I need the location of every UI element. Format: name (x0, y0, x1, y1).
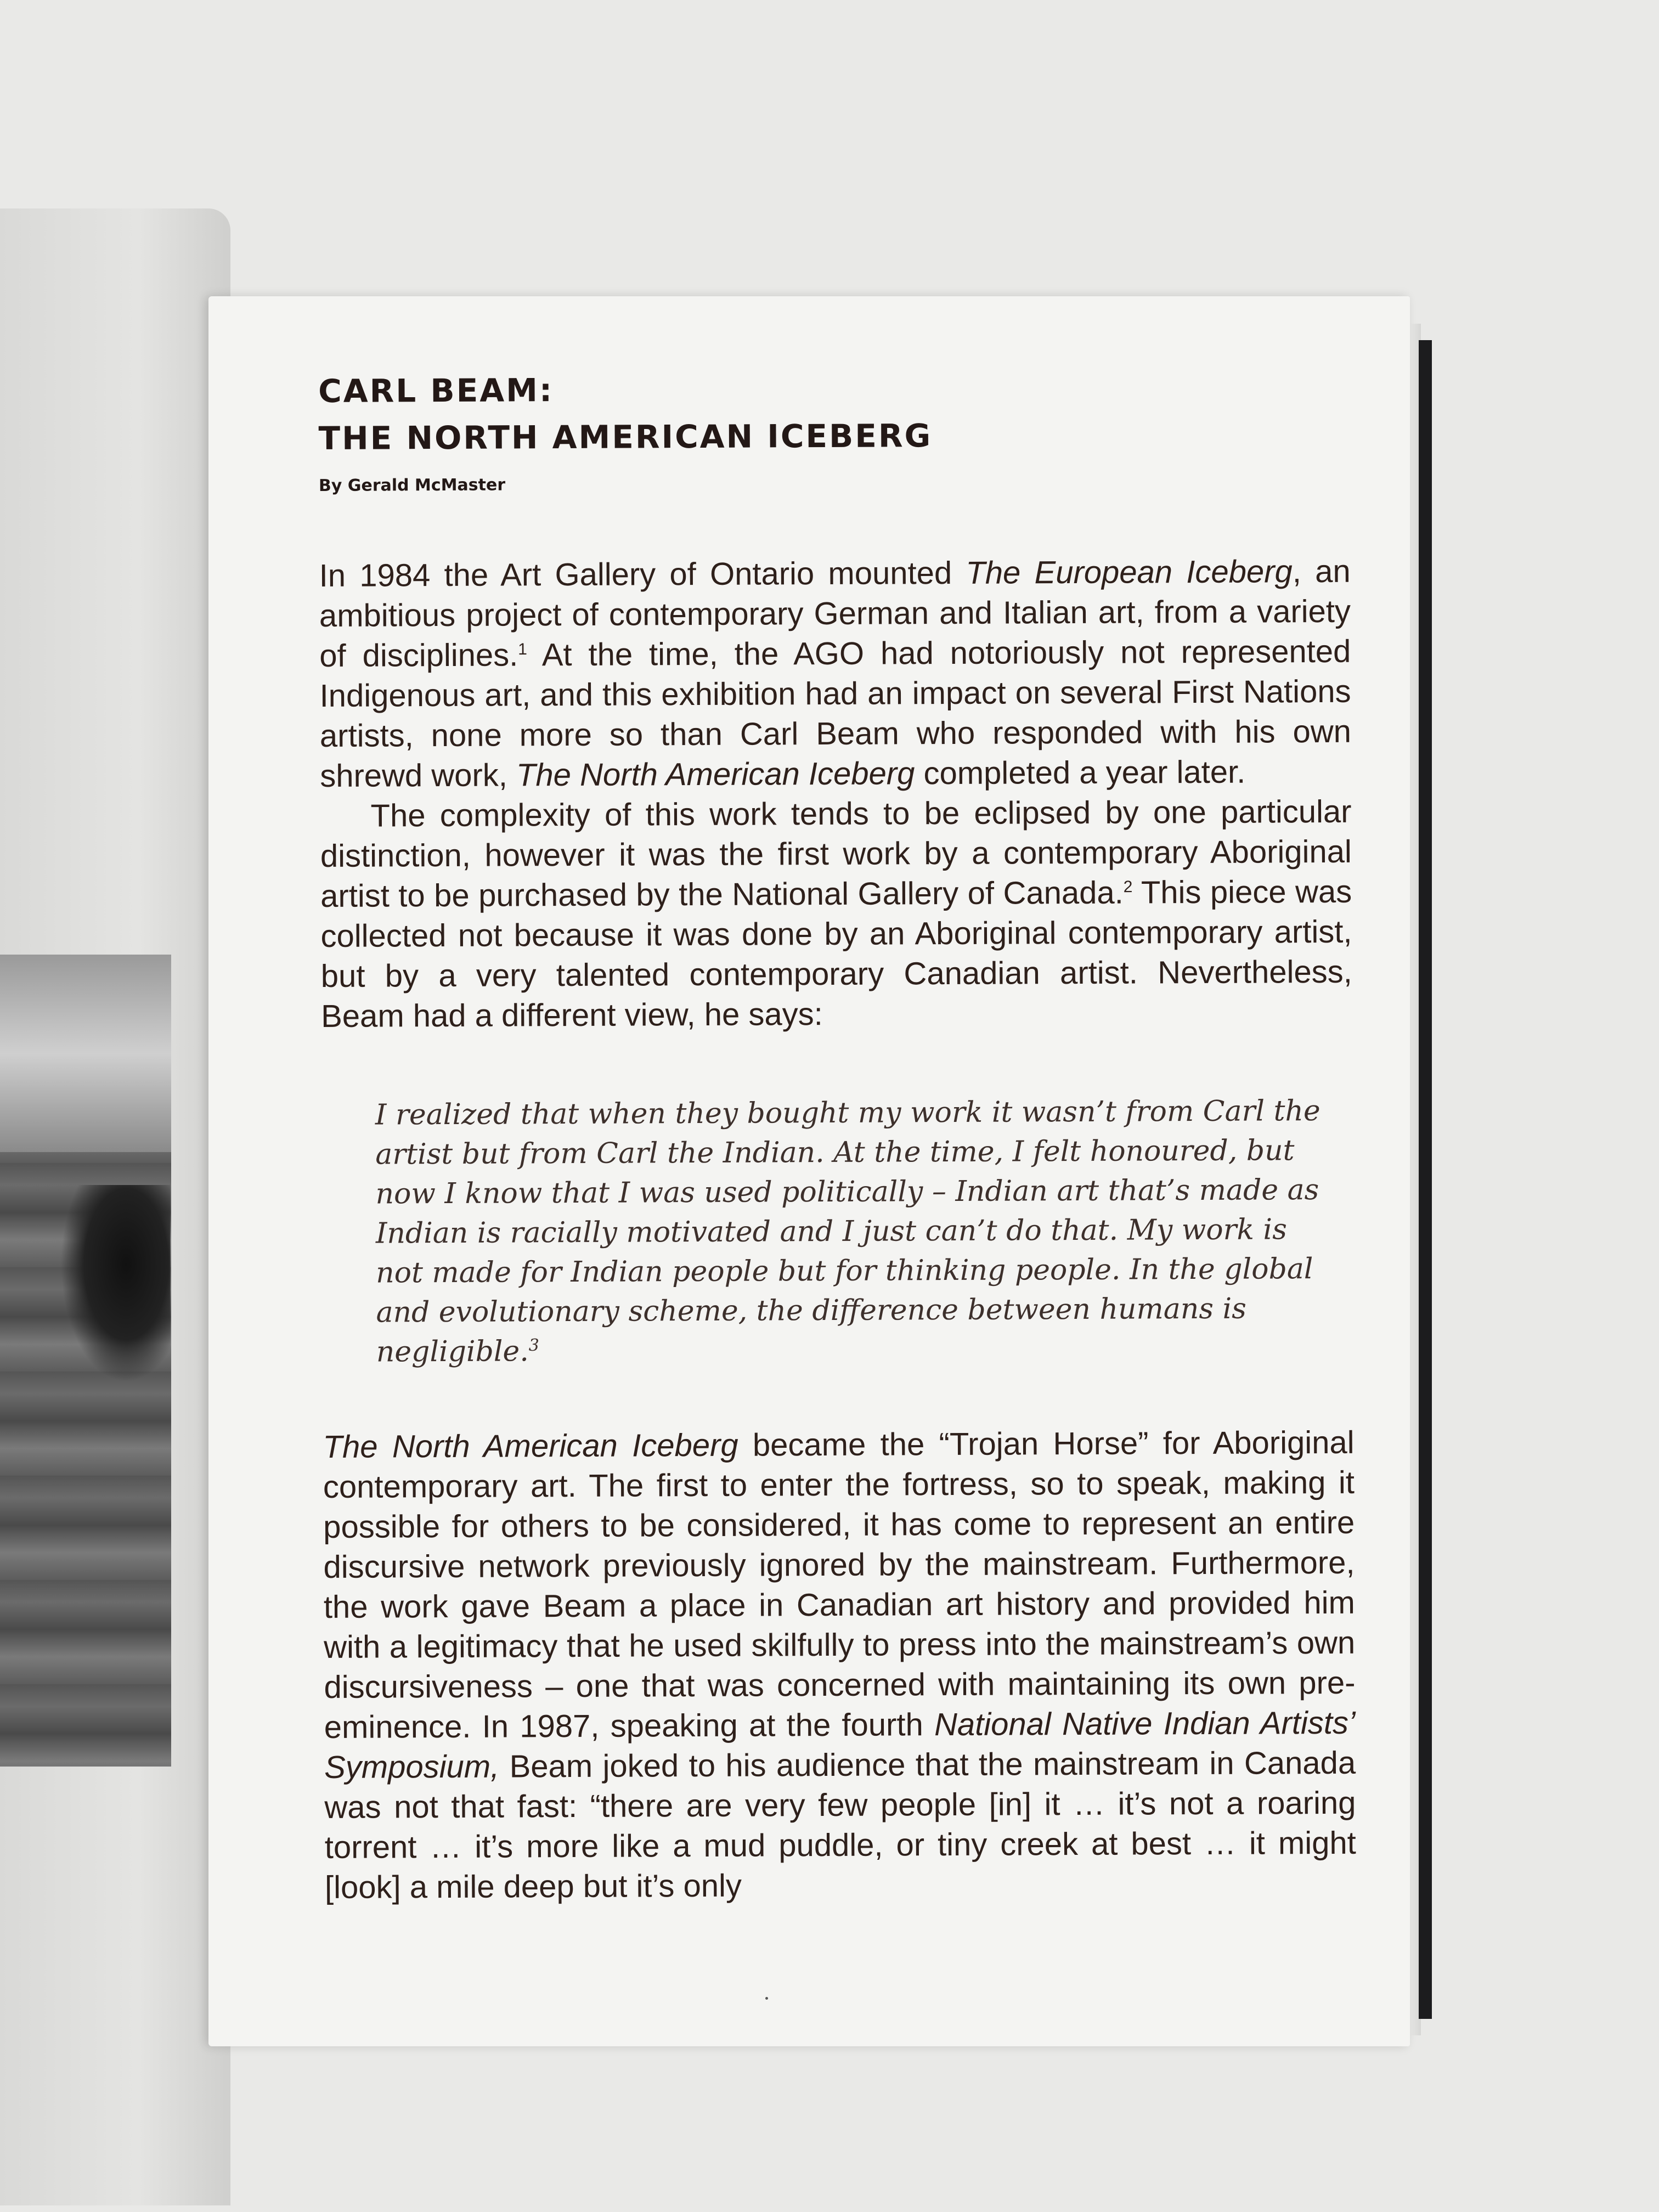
p3-text-b: Beam joked to his audience that the mainstream in Canada was not that fast: “there are very few people [in] it … it’s not a roaring torrent … it’s more like a mud puddle, or tiny creek at best … it might [look] a mile deep but it’s only (324, 1745, 1356, 1905)
paragraph-1 (319, 551, 1351, 796)
artwork-photo-fragment (0, 955, 171, 1767)
title-line-2: THE NORTH AMERICAN ICEBERG (318, 417, 933, 457)
p3-italic-symposium: National Native Indian Artists’ Symposium, (324, 1705, 1356, 1785)
p2-text-a: The complexity of this work tends to be eclipsed by one particular distinction, however it was the first work by a contemporary Aboriginal artist to be purchased by the National Gallery of Canada. (320, 793, 1352, 914)
crow-figure (60, 1185, 170, 1383)
quote-text: I realized that when they bought my work it wasn’t from Carl the artist but from Carl the Indian. At the time, I felt honoured, but now I know that I was used politically – Indian art that’s made as Indian is racially motivated and I just can’t do that. My work is not made for Indian people but for thinking people. In the global and evolutionary scheme, the difference between humans is negligible. (375, 1094, 1321, 1369)
footnote-ref-3: 3 (528, 1335, 539, 1356)
p3-text-a: became the “Trojan Horse” for Aboriginal contemporary art. The first to enter the fortress, so to speak, making it possible for others to be considered, it has come to represent an entire discursive network previously ignored by the mainstream. Furthermore, the work gave Beam a place in Canadian art history and provided him with a legitimacy that he used skilfully to press into the mainstream’s own discursiveness – one that was concerned with maintaining its own pre-eminence. In 1987, speaking at the fourth (323, 1424, 1356, 1745)
paper-speck (765, 1997, 768, 2000)
paragraph-3 (323, 1423, 1356, 1908)
book-cover-edge (1419, 340, 1432, 2019)
block-quote (375, 1091, 1332, 1372)
p1-text-b: , an ambitious project of contemporary German and Italian art, from a variety of disciplines. (319, 553, 1351, 674)
p3-italic-work: The North American Iceberg (323, 1427, 738, 1465)
footnote-ref-1: 1 (518, 640, 528, 659)
photo-sky-area (0, 955, 171, 1152)
paragraph-2 (320, 792, 1352, 1036)
article-title (318, 363, 1350, 462)
left-facing-page (0, 208, 230, 2205)
right-page (208, 296, 1410, 2046)
p1-text-a: In 1984 the Art Gallery of Ontario mounted (319, 555, 966, 594)
author-byline: By Gerald McMaster (318, 475, 506, 495)
p1-italic-exhibition: The European Iceberg (966, 554, 1293, 591)
p1-text-c: At the time, the AGO had notoriously not represented Indigenous art, and this exhibition had an impact on several First Nations artists, none more so than Carl Beam who responded with his own shrewd work, (319, 633, 1352, 794)
article-content (318, 363, 1356, 1908)
p2-text-b: This piece was collected not because it was done by an Aboriginal contemporary artist, but by a very talented contemporary Canadian artist. Nevertheless, Beam had a different view, he says: (320, 873, 1352, 1034)
title-line-1: CARL BEAM: (318, 371, 554, 410)
p1-text-d: completed a year later. (915, 754, 1246, 792)
p1-italic-work: The North American Iceberg (516, 755, 915, 793)
footnote-ref-2: 2 (1123, 878, 1133, 896)
